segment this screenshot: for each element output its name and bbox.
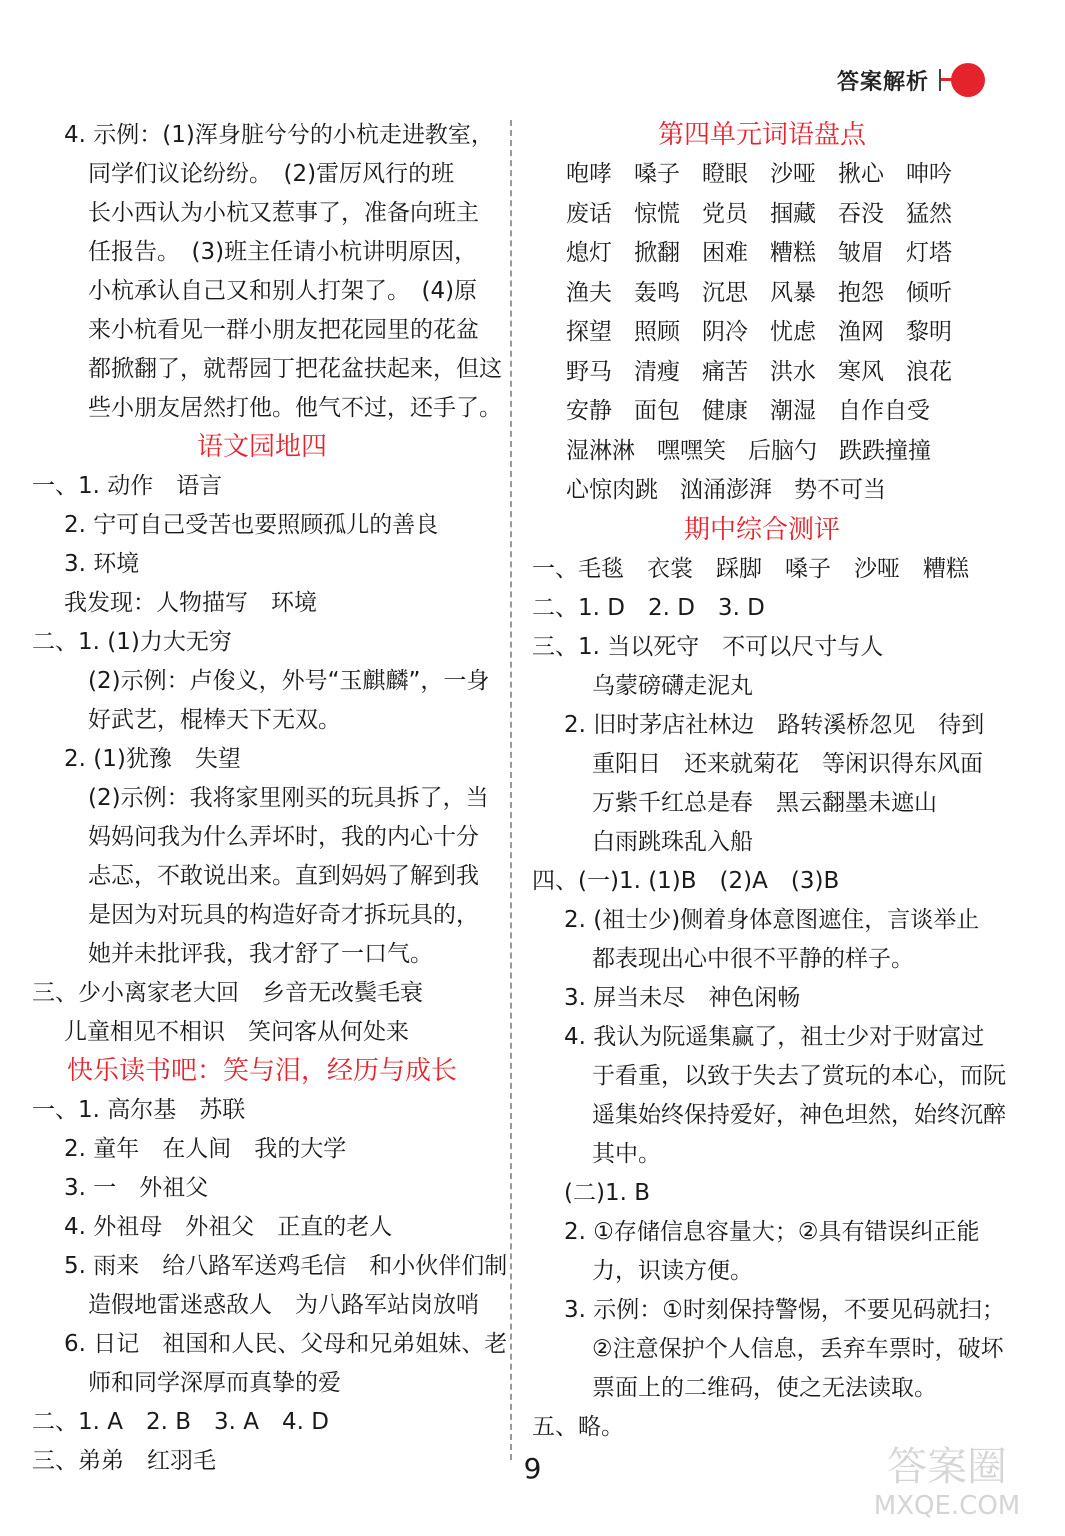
answer-line: 些小朋友居然打他。他气不过，还手了。 (88, 395, 502, 421)
word-item: 掴藏 (770, 200, 816, 227)
answer-line: 2. 旧时茅店社林边 路转溪桥忽见 待到 (564, 711, 985, 738)
answer-line: (2)示例：卢俊义，外号“玉麒麟”，一身 (88, 668, 490, 694)
word-item: 安静 (566, 398, 612, 424)
word-item: 嗓子 (634, 161, 680, 187)
answer-line: 二、1. D 2. D 3. D (532, 594, 765, 621)
word-item: 清瘦 (634, 358, 680, 385)
answer-line: 于看重，以致于失去了赏玩的本心，而阮 (592, 1062, 1006, 1089)
answer-line: 来小杭看见一群小朋友把花园里的花盆 (88, 317, 479, 343)
word-item: 吞没 (838, 200, 884, 227)
column-divider (510, 120, 512, 1460)
page-number: 9 (523, 1452, 542, 1485)
answer-line: 5. 雨来 给八路军送鸡毛信 和小伙伴们制 (64, 1253, 508, 1279)
answer-line: 2. 宁可自己受苦也要照顾孤儿的善良 (64, 512, 439, 538)
answer-line: 三、少小离家老大回 乡音无改鬓毛衰 (32, 980, 423, 1006)
brand-logo-icon (951, 63, 985, 97)
word-item: 咆哮 (566, 161, 612, 187)
word-item: 湿淋淋 (566, 437, 635, 464)
watermark-text-2: MXQE.COM (873, 1491, 1021, 1521)
word-item: 沙哑 (770, 161, 816, 187)
word-item: 浪花 (906, 358, 952, 385)
word-item: 寒风 (838, 358, 884, 385)
word-item: 后脑勺 (748, 437, 817, 464)
word-row (532, 195, 992, 235)
word-item: 黎明 (906, 319, 952, 345)
word-item: 洪水 (770, 358, 816, 385)
answer-line: 同学们议论纷纷。 (2)雷厉风行的班 (88, 161, 455, 187)
word-item: 瞪眼 (702, 161, 748, 187)
answer-line: 乌蒙磅礴走泥丸 (592, 672, 753, 699)
word-item: 嘿嘿笑 (657, 437, 726, 464)
answer-line: 小杭承认自己又和别人打架了。 (4)原 (88, 278, 478, 304)
watermark-logo (847, 1432, 1047, 1522)
word-item: 困难 (702, 240, 748, 266)
answer-line: 忐忑，不敢说出来。直到妈妈了解到我 (88, 863, 479, 889)
word-item: 汹涌澎湃 (680, 477, 772, 503)
answer-line: 都掀翻了，就帮园丁把花盆扶起来，但这 (88, 356, 502, 382)
word-item: 熄灯 (566, 240, 612, 266)
word-row (532, 471, 992, 511)
word-item: 倾听 (906, 279, 952, 306)
answer-line: 一、1. 动作 语言 (32, 473, 223, 499)
answer-line: 3. 示例：①时刻保持警惕，不要见码就扫； (564, 1296, 1005, 1323)
answer-line: 遥集始终保持爱好，神色坦然，始终沉醉 (592, 1101, 1006, 1128)
word-item: 心惊肉跳 (566, 477, 658, 503)
answer-line: 是因为对玩具的构造好奇才拆玩具的， (88, 902, 479, 928)
right-column (532, 116, 1006, 1447)
answer-line: 万紫千红总是春 黑云翻墨未遮山 (592, 789, 937, 816)
answer-line: 我发现：人物描写 环境 (64, 590, 317, 616)
word-row (532, 274, 992, 314)
word-item: 灯塔 (906, 240, 952, 266)
word-item: 猛然 (906, 200, 952, 227)
word-item: 健康 (702, 398, 748, 424)
section-title: 快乐读书吧：笑与泪，经历与成长 (66, 1056, 457, 1086)
answer-line: 4. 外祖母 外祖父 正直的老人 (64, 1214, 393, 1240)
word-item: 皱眉 (838, 240, 884, 266)
answer-line: 白雨跳珠乱入船 (592, 828, 753, 855)
answer-line: 一、1. 高尔基 苏联 (32, 1097, 246, 1123)
word-item: 轰鸣 (634, 279, 680, 306)
answer-line: 2. (1)犹豫 失望 (64, 746, 241, 772)
answer-line: 票面上的二维码，使之无法读取。 (592, 1374, 937, 1401)
word-row (532, 313, 992, 353)
answer-line: 长小西认为小杭又惹事了，准备向班主 (88, 200, 479, 226)
answer-line: 力，识读方便。 (592, 1257, 753, 1284)
word-item: 废话 (566, 200, 612, 227)
answer-line: 6. 日记 祖国和人民、父母和兄弟姐妹、老 (64, 1331, 508, 1357)
answer-line: 儿童相见不相识 笑问客从何处来 (64, 1019, 409, 1045)
answer-line: 3. 一 外祖父 (64, 1175, 209, 1201)
word-item: 潮湿 (770, 398, 816, 424)
answer-line: 2. (祖士少)侧着身体意图遮住，言谈举止 (564, 906, 980, 933)
word-item: 抱怨 (838, 279, 884, 306)
word-row (532, 234, 992, 274)
word-item: 党员 (702, 200, 748, 227)
answer-line: 4. 我认为阮遥集赢了，祖士少对于财富过 (564, 1023, 985, 1050)
word-item: 掀翻 (634, 240, 680, 266)
word-item: 照顾 (634, 319, 680, 345)
word-item: 面包 (634, 398, 680, 424)
answer-line: 师和同学深厚而真挚的爱 (88, 1370, 341, 1396)
word-item: 阴冷 (702, 319, 748, 345)
word-item: 糟糕 (770, 240, 816, 266)
answer-line: 一、毛毯 衣裳 踩脚 嗓子 沙哑 糟糕 (532, 555, 969, 582)
word-row (532, 392, 992, 432)
section-title-midterm: 期中综合测评 (683, 514, 840, 545)
answer-line: 三、弟弟 红羽毛 (32, 1448, 216, 1474)
watermark-text-1: 答案圈 (887, 1444, 1007, 1490)
page-header (837, 62, 985, 98)
answer-line: 任报告。 (3)班主任请小杭讲明原因， (88, 239, 478, 265)
answer-line: 重阳日 还来就菊花 等闲识得东风面 (592, 750, 983, 777)
word-item: 痛苦 (702, 358, 748, 385)
answer-line: ②注意保护个人信息，丢弃车票时，破坏 (592, 1335, 1004, 1362)
word-item: 势不可当 (794, 477, 886, 503)
answer-line: 3. 屏当未尽 神色闲畅 (564, 984, 801, 1011)
word-item: 渔网 (838, 319, 884, 345)
answer-line: 其中。 (592, 1140, 661, 1167)
answer-line: 3. 环境 (64, 551, 140, 577)
word-item: 沉思 (702, 279, 748, 306)
word-item: 自作自受 (838, 398, 930, 424)
answer-line: 2. ①存储信息容量大；②具有错误纠正能 (564, 1218, 980, 1245)
word-item: 惊慌 (634, 200, 680, 227)
word-item: 呻吟 (906, 161, 952, 187)
word-item: 风暴 (770, 279, 816, 306)
answer-line: 三、1. 当以死守 不可以尺寸与人 (532, 633, 884, 660)
answer-line: 她并未批评我，我才舒了一口气。 (88, 941, 433, 967)
word-row (532, 432, 992, 472)
header-title: 答案解析 (836, 69, 929, 95)
answer-line: 都表现出心中很不平静的样子。 (592, 945, 914, 972)
word-item: 探望 (566, 319, 612, 345)
word-item: 野马 (566, 358, 612, 385)
left-column (32, 116, 508, 1481)
answer-line: 四、(一)1. (1)B (2)A (3)B (532, 867, 840, 894)
answer-line: 2. 童年 在人间 我的大学 (64, 1136, 347, 1162)
section-title: 语文园地四 (196, 432, 327, 462)
answer-line: 二、1. (1)力大无穷 (32, 629, 232, 655)
answer-line: 五、略。 (532, 1413, 624, 1440)
section-title-unit4-words: 第四单元词语盘点 (657, 120, 866, 150)
word-item: 忧虑 (770, 319, 816, 345)
word-row (532, 155, 992, 195)
word-row (532, 353, 992, 393)
word-item: 渔夫 (566, 279, 612, 306)
word-item: 揪心 (838, 161, 884, 187)
word-item: 跌跌撞撞 (839, 437, 931, 464)
answer-line: 造假地雷迷惑敌人 为八路军站岗放哨 (88, 1292, 479, 1318)
answer-line: (二)1. B (564, 1179, 650, 1206)
answer-line: 好武艺，棍棒天下无双。 (88, 707, 341, 733)
answer-line: (2)示例：我将家里刚买的玩具拆了，当 (88, 785, 489, 811)
answer-line: 二、1. A 2. B 3. A 4. D (32, 1409, 329, 1435)
midterm-answers (532, 550, 1006, 1447)
answer-line: 4. 示例：(1)浑身脏兮兮的小杭走进教室， (64, 122, 494, 148)
answer-line: 妈妈问我为什么弄坏时，我的内心十分 (88, 824, 479, 850)
word-list (532, 155, 992, 511)
